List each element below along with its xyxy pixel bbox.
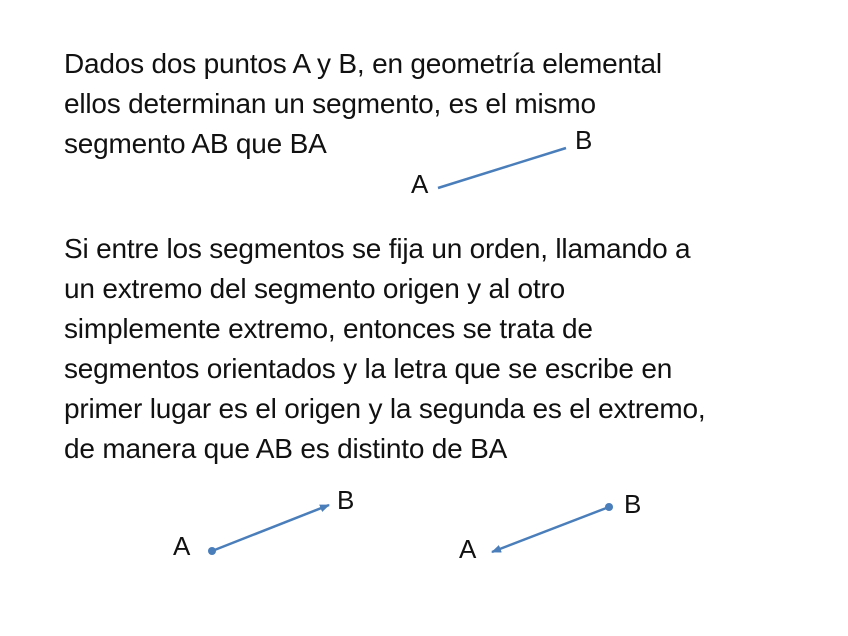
text-line: Dados dos puntos A y B, en geometría elemental xyxy=(64,48,662,79)
paragraph-segment-definition xyxy=(64,44,662,164)
vector-ba-arrow xyxy=(492,507,609,552)
vector-ab-arrow xyxy=(212,505,329,551)
text-line: simplemente extremo, entonces se trata de xyxy=(64,313,593,344)
text-line: segmentos orientados y la letra que se escribe en xyxy=(64,353,673,384)
vector-ab-origin-dot xyxy=(208,547,216,555)
text-line: de manera que AB es distinto de BA xyxy=(64,433,508,464)
vector-ba-point-b-label: B xyxy=(624,489,642,519)
paragraph-oriented-segment-definition xyxy=(64,229,706,469)
text-line: Si entre los segmentos se fija un orden, llamando a xyxy=(64,233,691,264)
text-line: un extremo del segmento origen y al otro xyxy=(64,273,565,304)
vector-ba-origin-dot xyxy=(605,503,613,511)
text-line: segmento AB que BA xyxy=(64,128,327,159)
vector-ba-point-a-label: A xyxy=(459,534,477,564)
text-line: primer lugar es el origen y la segunda es el extremo, xyxy=(64,393,706,424)
segment-point-a-label: A xyxy=(411,169,429,199)
segment-point-b-label: B xyxy=(575,125,593,155)
vector-ab-point-b-label: B xyxy=(337,485,355,515)
text-line: ellos determinan un segmento, es el mismo xyxy=(64,88,596,119)
vector-ab-point-a-label: A xyxy=(173,531,191,561)
